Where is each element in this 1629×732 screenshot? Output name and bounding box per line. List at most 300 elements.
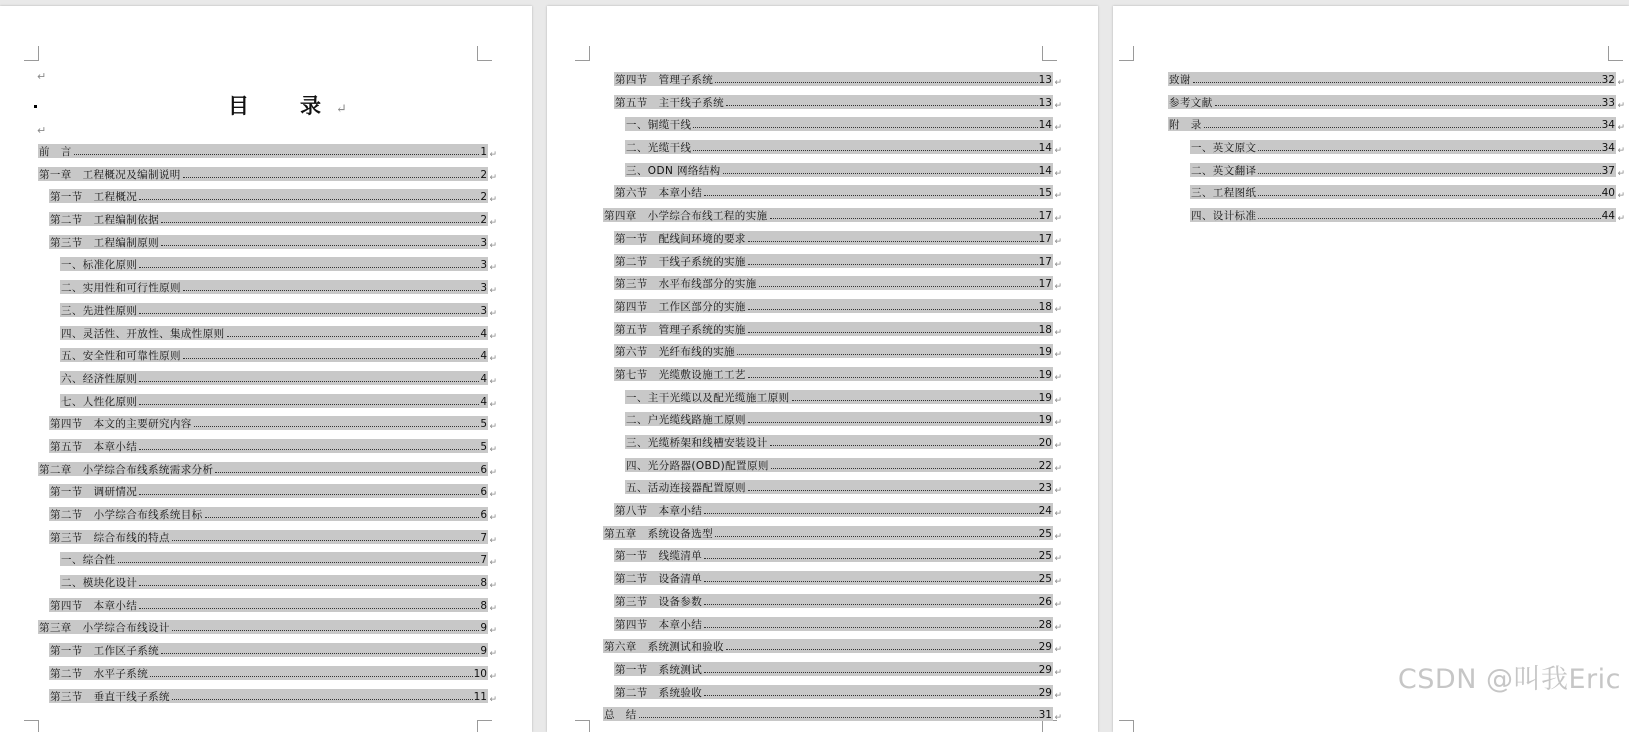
toc-page-number: 6: [480, 509, 487, 521]
toc-entry-title: 二、英文翻译: [1191, 164, 1257, 177]
toc-page-number: 3: [480, 282, 487, 295]
toc-page-number: 22: [1038, 459, 1052, 472]
toc-entry-title: 一、主干光缆以及配光缆施工原则: [626, 391, 790, 404]
toc-entry-link[interactable]: [614, 299, 1062, 315]
toc-entry-title: 第二节 设备清单: [615, 573, 703, 586]
toc-entry[interactable]: [603, 408, 1062, 431]
toc-dot-leader: [150, 675, 473, 677]
paragraph-mark-icon: ↵: [1054, 667, 1062, 678]
toc-entry-link[interactable]: [625, 117, 1062, 134]
toc-dot-leader: [139, 607, 479, 609]
toc-entry-title: 第一节 系统测试: [615, 663, 703, 676]
toc-entry[interactable]: [603, 499, 1062, 522]
paragraph-mark-icon: ↵: [489, 240, 497, 251]
toc-entry[interactable]: [603, 250, 1062, 273]
toc-entry[interactable]: [603, 181, 1062, 204]
toc-dot-leader: [161, 221, 479, 223]
toc-dot-leader: [1258, 149, 1600, 151]
crop-mark-bottom-left: [1119, 720, 1134, 732]
toc-dot-leader: [770, 444, 1038, 446]
toc-entry-link[interactable]: [38, 620, 497, 637]
toc-entry[interactable]: [38, 185, 497, 208]
toc-entry-link[interactable]: [614, 322, 1062, 338]
toc-entry-title: 第三节 工程编制原则: [50, 236, 159, 249]
paragraph-mark-icon: ↵: [489, 535, 497, 546]
toc-dot-leader: [693, 149, 1037, 151]
toc-entry-link[interactable]: [603, 208, 1062, 225]
toc-entry[interactable]: [603, 68, 1062, 91]
toc-entry-link[interactable]: [603, 639, 1062, 656]
toc-entry[interactable]: [603, 590, 1062, 613]
toc-entry-title: 三、ODN 网络结构: [626, 164, 721, 177]
toc-page-number: 40: [1601, 187, 1615, 200]
toc-dot-leader: [139, 403, 479, 405]
paragraph-mark-icon: ↵: [1617, 214, 1625, 225]
paragraph-mark-icon: ↵: [489, 626, 497, 637]
toc-entry-link[interactable]: [60, 326, 497, 342]
toc-entry[interactable]: [603, 476, 1062, 499]
toc-dot-leader: [748, 376, 1038, 378]
toc-entry[interactable]: [38, 458, 497, 481]
toc-entry-link[interactable]: [1190, 185, 1625, 202]
paragraph-mark-icon: ↵: [1054, 214, 1062, 225]
toc-entry-link[interactable]: [614, 72, 1062, 88]
toc-entry[interactable]: [38, 685, 497, 708]
toc-entry-link[interactable]: [60, 552, 497, 569]
toc-entry-link[interactable]: [625, 163, 1062, 179]
toc-entry[interactable]: [603, 227, 1062, 250]
document-page-2: [547, 6, 1098, 732]
toc-entry-link[interactable]: [1190, 163, 1625, 179]
toc-dot-leader: [139, 448, 479, 450]
toc-entry[interactable]: [603, 159, 1062, 182]
toc-entry[interactable]: [38, 526, 497, 549]
toc-entry-title: 第三节 水平布线部分的实施: [615, 278, 757, 291]
toc-dot-leader: [139, 266, 479, 268]
toc-dot-leader: [118, 561, 480, 563]
toc-page-number: 17: [1038, 210, 1052, 223]
paragraph-mark-icon: ↵: [489, 444, 497, 455]
toc-entry[interactable]: [603, 522, 1062, 545]
toc-entry-title: 四、光分路器(OBD)配置原则: [626, 459, 769, 472]
toc-dot-leader: [704, 671, 1037, 673]
paragraph-mark-icon: ↵: [1054, 350, 1062, 361]
toc-entry-title: 第二章 小学综合布线系统需求分析: [39, 463, 214, 476]
paragraph-mark-icon: ↵: [489, 376, 497, 387]
toc-page-number: 44: [1601, 210, 1615, 223]
toc-entry[interactable]: [38, 299, 497, 322]
toc-entry-title: 第二节 干线子系统的实施: [615, 255, 746, 268]
toc-entry-link[interactable]: [614, 367, 1062, 383]
toc-entry-title: 附 录: [1169, 119, 1202, 132]
paragraph-mark-icon: ↵: [1054, 123, 1062, 134]
toc-entry-link[interactable]: [60, 280, 497, 297]
toc-entry[interactable]: [38, 344, 497, 367]
toc-entry-title: 第一节 工程概况: [50, 191, 138, 204]
toc-entry[interactable]: [603, 295, 1062, 318]
toc-entry-title: 前 言: [39, 146, 72, 158]
toc-entry[interactable]: [603, 204, 1062, 227]
toc-entry-link[interactable]: [60, 348, 497, 365]
paragraph-mark-icon: ↵: [489, 308, 497, 319]
toc-entry-link[interactable]: [49, 689, 497, 705]
paragraph-mark-icon: ↵: [489, 513, 497, 523]
toc-page-number: 20: [1038, 437, 1052, 449]
paragraph-mark-icon: ↵: [1054, 622, 1062, 633]
paragraph-mark-icon: ↵: [489, 354, 497, 365]
paragraph-mark-icon: ↵: [1054, 259, 1062, 270]
toc-entry[interactable]: [603, 544, 1062, 567]
toc-dot-leader: [139, 380, 479, 382]
toc-dot-leader: [1258, 217, 1600, 219]
paragraph-mark-icon: ↵: [489, 581, 497, 592]
toc-entry[interactable]: [38, 548, 497, 571]
toc-dot-leader: [770, 217, 1038, 219]
toc-entry-title: 第二节 水平子系统: [50, 667, 149, 680]
toc-entry-link[interactable]: [603, 526, 1062, 542]
toc-page-number: 19: [1038, 414, 1052, 427]
toc-entry[interactable]: [38, 163, 497, 186]
toc-entry-link[interactable]: [614, 662, 1062, 678]
toc-entry[interactable]: [1168, 204, 1625, 227]
toc-dot-leader: [172, 539, 479, 541]
toc-page-number: 9: [480, 645, 487, 658]
toc-entry-link[interactable]: [614, 548, 1062, 565]
toc-dot-leader: [748, 240, 1038, 242]
toc-entry-link[interactable]: [38, 462, 497, 478]
toc-dot-leader: [1215, 104, 1601, 106]
toc-entry-title: 致谢: [1169, 74, 1191, 86]
toc-page-number: 14: [1038, 119, 1052, 132]
toc-entry-title: 七、人性化原则: [61, 395, 138, 408]
toc-entry[interactable]: [1168, 113, 1625, 136]
toc-entry-title: 第八节 本章小结: [615, 505, 703, 518]
toc-entry[interactable]: [603, 318, 1062, 341]
toc-entry-link[interactable]: [614, 617, 1062, 633]
toc-entry[interactable]: [603, 567, 1062, 590]
toc-entry-title: 第六章 系统测试和验收: [604, 641, 724, 654]
paragraph-mark-icon: ↵: [37, 70, 47, 83]
paragraph-mark-icon: ↵: [1054, 168, 1062, 179]
toc-page-number: 3: [480, 236, 487, 249]
toc-page-number: 6: [480, 486, 487, 499]
toc-dot-leader: [759, 285, 1038, 287]
toc-entry-link[interactable]: [1168, 95, 1625, 111]
paragraph-mark-icon: ↵: [1054, 645, 1062, 656]
toc-entry[interactable]: [603, 113, 1062, 136]
paragraph-mark-icon: ↵: [1617, 123, 1625, 134]
toc-page-number: 5: [480, 440, 487, 453]
toc-page-number: 25: [1038, 550, 1052, 563]
toc-entry-link[interactable]: [38, 144, 497, 160]
toc-entry-link[interactable]: [614, 254, 1062, 270]
toc-entry-link[interactable]: [625, 390, 1062, 406]
toc-entry[interactable]: [38, 231, 497, 254]
toc-entry[interactable]: [38, 253, 497, 276]
toc-dot-leader: [183, 357, 479, 359]
toc-page-number: 13: [1038, 96, 1052, 109]
toc-entry[interactable]: [38, 435, 497, 458]
toc-entry[interactable]: [38, 322, 497, 345]
toc-entry-title: 第四节 本章小结: [50, 599, 138, 612]
paragraph-mark-icon: ↵: [1054, 372, 1062, 383]
toc-dot-leader: [161, 652, 479, 654]
toc-entry-link[interactable]: [49, 507, 497, 523]
paragraph-mark-icon: ↵: [1054, 463, 1062, 474]
toc-entry-link[interactable]: [603, 707, 1062, 724]
toc-dot-leader: [792, 399, 1038, 401]
paragraph-mark-icon: ↵: [489, 603, 497, 614]
toc-page-number: 3: [480, 304, 487, 317]
toc-dot-leader: [639, 716, 1038, 718]
paragraph-mark-icon: ↵: [1054, 713, 1062, 724]
toc-page-number: 6: [480, 463, 487, 476]
crop-mark-top-left: [575, 46, 590, 61]
toc-entry[interactable]: [1168, 91, 1625, 114]
toc-entry[interactable]: [603, 431, 1062, 454]
toc-entry-link[interactable]: [49, 189, 497, 206]
toc-entry[interactable]: [38, 140, 497, 163]
crop-mark-top-right: [1608, 46, 1623, 61]
toc-entry[interactable]: [38, 616, 497, 639]
toc-page-number: 19: [1038, 368, 1052, 381]
crop-mark-bottom-right: [477, 720, 492, 732]
toc-entry-title: 第一章 工程概况及编制说明: [39, 168, 181, 181]
toc-entry-link[interactable]: [614, 594, 1062, 610]
toc-dot-leader: [704, 580, 1037, 582]
toc-page-number: 34: [1601, 119, 1615, 132]
toc-entry-link[interactable]: [614, 685, 1062, 701]
toc-page-number: 1: [480, 146, 487, 158]
paragraph-mark-icon: ↵: [336, 102, 347, 117]
toc-page-number: 10: [473, 667, 487, 680]
toc-entry-link[interactable]: [60, 257, 497, 274]
paragraph-mark-icon: ↵: [1054, 236, 1062, 247]
toc-page-number: 23: [1038, 482, 1052, 495]
toc-entry[interactable]: [38, 662, 497, 685]
toc-entry[interactable]: [38, 367, 497, 390]
toc-page-number: 4: [480, 350, 487, 363]
toc-entry[interactable]: [38, 412, 497, 435]
toc-dot-leader: [139, 312, 479, 314]
toc-page-number: 11: [473, 690, 487, 703]
paragraph-mark-icon: ↵: [1054, 531, 1062, 542]
toc-dot-leader: [748, 421, 1038, 423]
toc-entry-title: 第五节 主干线子系统: [615, 96, 724, 109]
toc-entry-link[interactable]: [49, 212, 497, 229]
list-bullet: [34, 105, 37, 108]
toc-entry-link[interactable]: [60, 303, 497, 319]
toc-entry-title: 第三节 设备参数: [615, 595, 703, 608]
crop-mark-top-left: [1119, 46, 1134, 61]
toc-entry-title: 二、模块化设计: [61, 577, 138, 590]
toc-entry-link[interactable]: [60, 394, 497, 410]
toc-list: [38, 140, 497, 707]
toc-entry-link[interactable]: [49, 235, 497, 251]
toc-entry-title: 第四节 本章小结: [615, 618, 703, 631]
toc-page-number: 2: [480, 191, 487, 204]
toc-entry-link[interactable]: [625, 435, 1062, 451]
toc-dot-leader: [737, 353, 1038, 355]
toc-list: [603, 68, 1062, 726]
paragraph-mark-icon: ↵: [1054, 577, 1062, 588]
toc-entry[interactable]: [38, 208, 497, 231]
toc-entry-title: 一、综合性: [61, 554, 116, 567]
toc-dot-leader: [748, 308, 1038, 310]
toc-dot-leader: [715, 535, 1038, 537]
paragraph-mark-icon: ↵: [489, 286, 497, 297]
paragraph-mark-icon: ↵: [1054, 395, 1062, 406]
toc-entry[interactable]: [603, 363, 1062, 386]
toc-entry-link[interactable]: [614, 503, 1062, 520]
toc-entry[interactable]: [603, 635, 1062, 658]
toc-entry[interactable]: [603, 136, 1062, 159]
paragraph-mark-icon: ↵: [489, 558, 497, 569]
toc-entry-link[interactable]: [614, 571, 1062, 588]
toc-page-number: 33: [1601, 96, 1615, 109]
crop-mark-top-right: [1042, 46, 1057, 61]
toc-dot-leader: [1204, 126, 1601, 128]
toc-entry-link[interactable]: [625, 140, 1062, 157]
toc-entry-title: 四、设计标准: [1191, 210, 1257, 223]
toc-entry[interactable]: [603, 386, 1062, 409]
toc-entry[interactable]: [603, 681, 1062, 704]
toc-entry-link[interactable]: [614, 276, 1062, 293]
toc-entry-title: 一、铜缆干线: [626, 119, 692, 132]
toc-entry[interactable]: [603, 272, 1062, 295]
paragraph-mark-icon: ↵: [1617, 78, 1625, 88]
paragraph-mark-icon: ↵: [1054, 327, 1062, 338]
toc-title[interactable]: [228, 93, 347, 123]
toc-dot-leader: [205, 516, 480, 518]
toc-entry[interactable]: [603, 613, 1062, 636]
paragraph-mark-icon: ↵: [1054, 282, 1062, 293]
toc-entry-link[interactable]: [49, 530, 497, 546]
paragraph-mark-icon: ↵: [489, 694, 497, 705]
toc-page-number: 17: [1038, 255, 1052, 268]
toc-entry-link[interactable]: [614, 95, 1062, 111]
toc-entry[interactable]: [38, 503, 497, 526]
toc-entry-link[interactable]: [38, 167, 497, 183]
paragraph-mark-icon: ↵: [489, 331, 497, 342]
toc-page-number: 25: [1038, 573, 1052, 586]
toc-entry-link[interactable]: [625, 412, 1062, 429]
toc-dot-leader: [1193, 81, 1601, 83]
toc-entry-link[interactable]: [49, 484, 497, 501]
toc-entry-title: 第六节 本章小结: [615, 187, 703, 200]
toc-dot-leader: [183, 176, 480, 178]
toc-entry-link[interactable]: [625, 458, 1062, 474]
toc-entry[interactable]: [603, 703, 1062, 726]
toc-dot-leader: [771, 467, 1038, 469]
toc-page-number: 19: [1038, 391, 1052, 404]
document-page-3: [1113, 6, 1629, 732]
toc-entry-title: 第三节 垂直干线子系统: [50, 690, 170, 703]
toc-page-number: 24: [1038, 505, 1052, 518]
paragraph-mark-icon: ↵: [1617, 146, 1625, 157]
toc-page-number: 14: [1038, 142, 1052, 155]
toc-entry[interactable]: [603, 340, 1062, 363]
toc-entry[interactable]: [1168, 159, 1625, 182]
toc-entry-title: 三、光缆桥架和线槽安装设计: [626, 437, 768, 449]
toc-entry-link[interactable]: [1168, 72, 1625, 88]
toc-entry-title: 一、英文原文: [1191, 142, 1257, 155]
toc-entry[interactable]: [38, 571, 497, 594]
paragraph-mark-icon: ↵: [1617, 168, 1625, 179]
toc-entry[interactable]: [1168, 68, 1625, 91]
toc-entry[interactable]: [1168, 181, 1625, 204]
toc-page-number: 26: [1038, 595, 1052, 608]
toc-entry-link[interactable]: [49, 598, 497, 614]
paragraph-mark-icon: ↵: [1617, 100, 1625, 111]
toc-dot-leader: [194, 425, 480, 427]
toc-page-number: 3: [480, 259, 487, 272]
toc-entry-link[interactable]: [614, 344, 1062, 361]
toc-entry-title: 第二节 工程编制依据: [50, 214, 159, 227]
toc-dot-leader: [704, 557, 1037, 559]
toc-entry[interactable]: [1168, 136, 1625, 159]
toc-entry[interactable]: [38, 594, 497, 617]
toc-entry-link[interactable]: [625, 480, 1062, 497]
toc-entry-link[interactable]: [1190, 208, 1625, 225]
toc-page-number: 25: [1038, 527, 1052, 540]
paragraph-mark-icon: ↵: [1054, 486, 1062, 497]
paragraph-mark-icon: ↵: [1054, 418, 1062, 429]
toc-entry-title: 六、经济性原则: [61, 372, 138, 385]
toc-dot-leader: [74, 153, 480, 155]
toc-entry-link[interactable]: [49, 666, 497, 682]
toc-page-number: 28: [1038, 618, 1052, 631]
toc-entry-link[interactable]: [49, 643, 497, 660]
toc-entry-link[interactable]: [49, 439, 497, 455]
toc-dot-leader: [704, 603, 1037, 605]
toc-entry[interactable]: [38, 276, 497, 299]
toc-dot-leader: [172, 629, 480, 631]
toc-dot-leader: [748, 331, 1038, 333]
toc-page-number: 29: [1038, 663, 1052, 676]
toc-entry-title: 三、工程图纸: [1191, 187, 1257, 200]
toc-entry-title: 第四章 小学综合布线工程的实施: [604, 210, 768, 223]
toc-entry[interactable]: [38, 480, 497, 503]
toc-entry-link[interactable]: [60, 371, 497, 387]
toc-entry-link[interactable]: [614, 185, 1062, 202]
toc-entry[interactable]: [603, 658, 1062, 681]
toc-entry-title: 第三章 小学综合布线设计: [39, 622, 170, 635]
toc-entry-title: 五、活动连接器配置原则: [626, 482, 746, 495]
toc-entry-title: 第五章 系统设备选型: [604, 527, 713, 540]
toc-list: [1168, 68, 1625, 227]
toc-entry[interactable]: [603, 91, 1062, 114]
toc-entry-link[interactable]: [1168, 117, 1625, 134]
toc-entry[interactable]: [38, 390, 497, 413]
toc-entry-title: 三、先进性原则: [61, 304, 138, 317]
toc-entry-title: 二、户光缆线路施工原则: [626, 414, 746, 427]
toc-entry-link[interactable]: [614, 231, 1062, 247]
toc-entry[interactable]: [603, 454, 1062, 477]
toc-page-number: 8: [480, 577, 487, 590]
toc-entry-link[interactable]: [60, 575, 497, 592]
paragraph-mark-icon: ↵: [1054, 554, 1062, 565]
toc-entry-title: 四、灵活性、开放性、集成性原则: [61, 327, 225, 340]
toc-dot-leader: [693, 126, 1037, 128]
toc-entry-link[interactable]: [49, 416, 497, 433]
toc-entry-title: 第四节 本文的主要研究内容: [50, 418, 192, 431]
toc-entry[interactable]: [38, 639, 497, 662]
toc-dot-leader: [172, 698, 473, 700]
toc-page-number: 18: [1038, 300, 1052, 313]
toc-entry-link[interactable]: [1190, 140, 1625, 157]
toc-entry-title: 第七节 光缆敷设施工工艺: [615, 368, 746, 381]
